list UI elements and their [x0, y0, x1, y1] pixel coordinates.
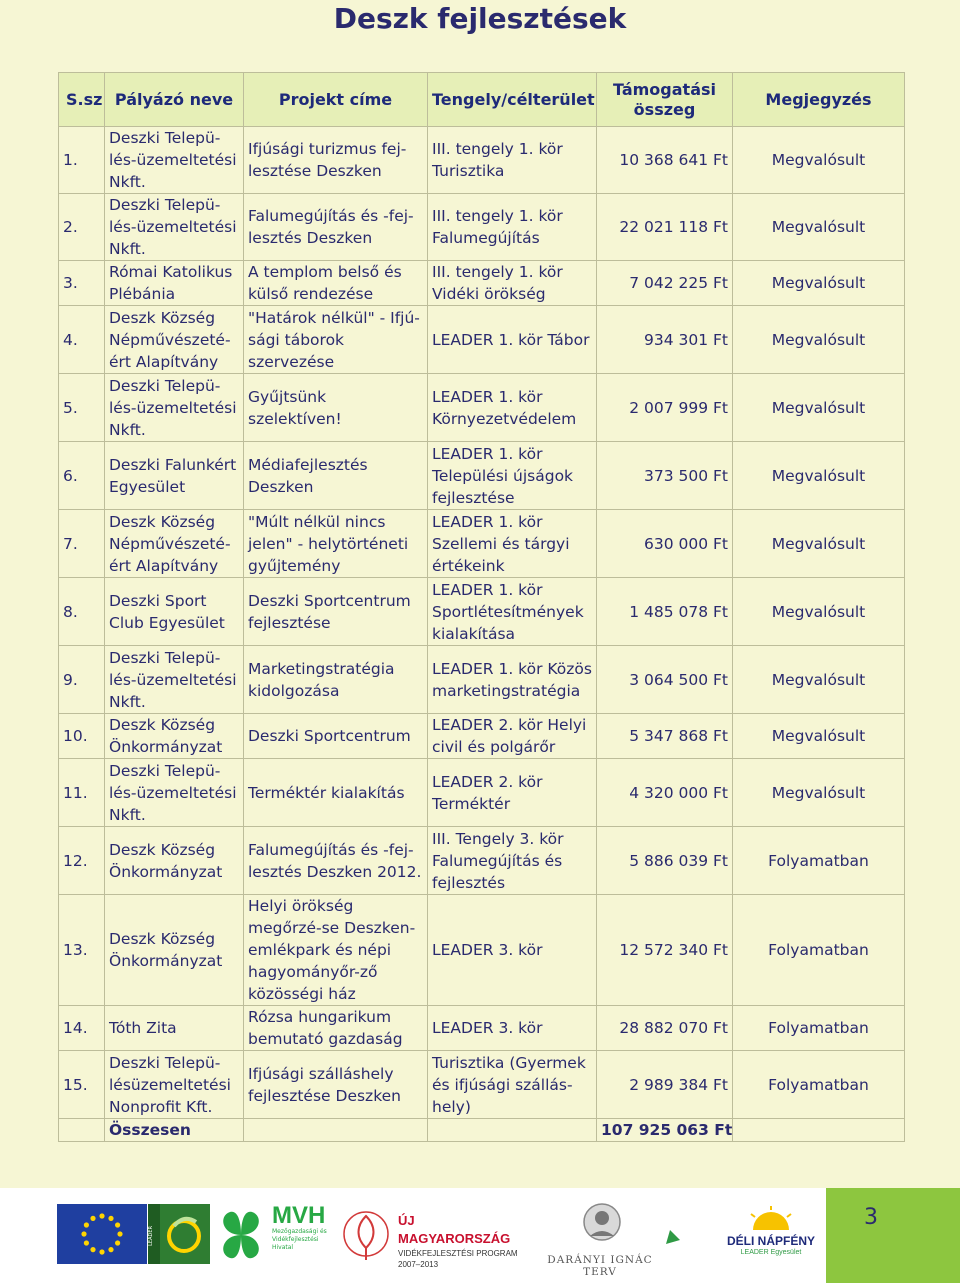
table-body: [59, 127, 905, 1119]
total-empty-note: [733, 1119, 905, 1142]
note-cell: Megvalósult: [733, 714, 905, 759]
project-cell: Ifjúsági turizmus fej-lesztése Deszken: [244, 127, 428, 194]
note-cell: Megvalósult: [733, 194, 905, 261]
deli-napfeny-logo: [716, 1206, 826, 1266]
header-ssz: S.sz: [59, 73, 105, 127]
projects-table: [58, 72, 905, 1142]
axis-cell: LEADER 1. kör Tábor: [428, 306, 597, 374]
project-cell: "Múlt nélkül nincs jelen" - helytörténeti gyűjtemény: [244, 510, 428, 578]
header-project: Projekt címe: [244, 73, 428, 127]
amount-cell: 2 007 999 Ft: [597, 374, 733, 442]
note-cell: Megvalósult: [733, 578, 905, 646]
note-cell: Megvalósult: [733, 306, 905, 374]
page-title: Deszk fejlesztések: [333, 2, 627, 35]
axis-cell: LEADER 1. kör Települési újságok fejlesztése: [428, 442, 597, 510]
applicant-cell: Deszki Falunkért Egyesület: [105, 442, 244, 510]
applicant-cell: Deszki Telepü-lés-üzemeltetési Nkft.: [105, 759, 244, 827]
project-cell: "Határok nélkül" - Ifjú-sági táborok szervezése: [244, 306, 428, 374]
page-number: 3: [864, 1205, 878, 1230]
row-number: 11.: [59, 759, 105, 827]
note-cell: Folyamatban: [733, 895, 905, 1006]
row-number: 5.: [59, 374, 105, 442]
note-cell: Megvalósult: [733, 442, 905, 510]
table-row: [59, 714, 905, 759]
clover-logo: [212, 1204, 270, 1266]
row-number: 2.: [59, 194, 105, 261]
amount-cell: 1 485 078 Ft: [597, 578, 733, 646]
header-axis: Tengely/célterület: [428, 73, 597, 127]
applicant-cell: Deszki Telepü-lés-üzemeltetési Nkft.: [105, 127, 244, 194]
amount-cell: 10 368 641 Ft: [597, 127, 733, 194]
row-number: 14.: [59, 1006, 105, 1051]
umvp-title: ÚJ MAGYARORSZÁG: [398, 1213, 511, 1246]
note-cell: Folyamatban: [733, 1006, 905, 1051]
axis-cell: LEADER 2. kör Helyi civil és polgárőr: [428, 714, 597, 759]
axis-cell: III. tengely 1. kör Vidéki örökség: [428, 261, 597, 306]
mvh-sub1: Mezőgazdasági és: [272, 1228, 327, 1235]
note-cell: Megvalósult: [733, 646, 905, 714]
applicant-cell: Tóth Zita: [105, 1006, 244, 1051]
amount-cell: 373 500 Ft: [597, 442, 733, 510]
table-row: [59, 127, 905, 194]
axis-cell: LEADER 2. kör Terméktér: [428, 759, 597, 827]
axis-cell: LEADER 3. kör: [428, 895, 597, 1006]
note-cell: Megvalósult: [733, 127, 905, 194]
umvp-sub: VIDÉKFEJLESZTÉSI PROGRAM: [398, 1249, 518, 1258]
project-cell: Falumegújítás és -fej-lesztés Deszken: [244, 194, 428, 261]
row-number: 13.: [59, 895, 105, 1006]
row-number: 6.: [59, 442, 105, 510]
daranyi-text: DARÁNYI IGNÁC TERV: [547, 1254, 653, 1278]
amount-cell: 12 572 340 Ft: [597, 895, 733, 1006]
total-empty-project: [244, 1119, 428, 1142]
project-cell: Deszki Sportcentrum fejlesztése: [244, 578, 428, 646]
applicant-cell: Deszki Telepü-lés-üzemeltetési Nkft.: [105, 374, 244, 442]
row-number: 1.: [59, 127, 105, 194]
table-row: [59, 895, 905, 1006]
note-cell: Folyamatban: [733, 1051, 905, 1119]
row-number: 7.: [59, 510, 105, 578]
table-row: [59, 646, 905, 714]
total-empty-axis: [428, 1119, 597, 1142]
axis-cell: LEADER 1. kör Szellemi és tárgyi értékeink: [428, 510, 597, 578]
note-cell: Megvalósult: [733, 510, 905, 578]
applicant-cell: Deszki Sport Club Egyesület: [105, 578, 244, 646]
amount-cell: 5 886 039 Ft: [597, 827, 733, 895]
axis-cell: Turisztika (Gyermek és ifjúsági szállás-hely): [428, 1051, 597, 1119]
leader-logo: [148, 1204, 210, 1264]
applicant-cell: Római Katolikus Plébánia: [105, 261, 244, 306]
row-number: 12.: [59, 827, 105, 895]
header-applicant: Pályázó neve: [105, 73, 244, 127]
project-cell: Gyűjtsünk szelektíven!: [244, 374, 428, 442]
amount-cell: 28 882 070 Ft: [597, 1006, 733, 1051]
amount-cell: 2 989 384 Ft: [597, 1051, 733, 1119]
project-cell: Falumegújítás és -fej-lesztés Deszken 2012.: [244, 827, 428, 895]
header-amount: Támogatási összeg: [597, 73, 733, 127]
amount-cell: 4 320 000 Ft: [597, 759, 733, 827]
row-number: 9.: [59, 646, 105, 714]
mvh-logo: [272, 1204, 334, 1266]
row-number: 10.: [59, 714, 105, 759]
amount-cell: 5 347 868 Ft: [597, 714, 733, 759]
footer-green-block: [826, 1188, 960, 1283]
daranyi-ignac-terv-logo: [530, 1200, 690, 1276]
header-note: Megjegyzés: [733, 73, 905, 127]
total-num-cell: [59, 1119, 105, 1142]
amount-cell: 7 042 225 Ft: [597, 261, 733, 306]
axis-cell: LEADER 3. kör: [428, 1006, 597, 1051]
table-row: [59, 1051, 905, 1119]
table-row: [59, 1006, 905, 1051]
uj-magyarorszag-logo: [398, 1206, 528, 1269]
table-row: [59, 578, 905, 646]
mvh-title: MVH: [272, 1202, 326, 1229]
applicant-cell: Deszk Község Önkormányzat: [105, 895, 244, 1006]
project-cell: Ifjúsági szálláshely fejlesztése Deszken: [244, 1051, 428, 1119]
note-cell: Megvalósult: [733, 374, 905, 442]
row-number: 8.: [59, 578, 105, 646]
applicant-cell: Deszki Telepü-lés-üzemeltetési Nkft.: [105, 646, 244, 714]
note-cell: Folyamatban: [733, 827, 905, 895]
amount-cell: 22 021 118 Ft: [597, 194, 733, 261]
table-row: [59, 510, 905, 578]
project-cell: Marketingstratégia kidolgozása: [244, 646, 428, 714]
project-cell: Rózsa hungarikum bemutató gazdaság: [244, 1006, 428, 1051]
deli-title: DÉLI NÁPFÉNY: [726, 1234, 815, 1248]
footer-logo-strip: [0, 1188, 960, 1283]
axis-cell: LEADER 1. kör Közös marketingstratégia: [428, 646, 597, 714]
table-row: [59, 827, 905, 895]
project-cell: Helyi örökség megőrzé-se Deszken- emlékpark és népi hagyományőr-ző közösségi ház: [244, 895, 428, 1006]
table-row: [59, 374, 905, 442]
axis-cell: III. tengely 1. kör Falumegújítás: [428, 194, 597, 261]
table-row: [59, 306, 905, 374]
project-cell: Terméktér kialakítás: [244, 759, 428, 827]
total-amount: 107 925 063 Ft: [597, 1119, 733, 1142]
axis-cell: LEADER 1. kör Környezetvédelem: [428, 374, 597, 442]
total-label: Összesen: [105, 1119, 244, 1142]
row-number: 4.: [59, 306, 105, 374]
flower-logo: [338, 1204, 394, 1266]
applicant-cell: Deszk Község Önkormányzat: [105, 714, 244, 759]
mvh-sub2: Vidékfejlesztési: [272, 1236, 319, 1243]
applicant-cell: Deszk Község Népművészeté-ért Alapítvány: [105, 306, 244, 374]
deli-sub: LEADER Egyesület: [740, 1249, 802, 1256]
eu-flag-logo: [57, 1204, 147, 1264]
amount-cell: 934 301 Ft: [597, 306, 733, 374]
total-row: [59, 1119, 905, 1142]
amount-cell: 3 064 500 Ft: [597, 646, 733, 714]
applicant-cell: Deszk Község Önkormányzat: [105, 827, 244, 895]
axis-cell: III. tengely 1. kör Turisztika: [428, 127, 597, 194]
project-cell: Deszki Sportcentrum: [244, 714, 428, 759]
table-row: [59, 442, 905, 510]
amount-cell: 630 000 Ft: [597, 510, 733, 578]
applicant-cell: Deszki Telepü-lésüzemeltetési Nonprofit Kft.: [105, 1051, 244, 1119]
project-cell: Médiafejlesztés Deszken: [244, 442, 428, 510]
note-cell: Megvalósult: [733, 759, 905, 827]
note-cell: Megvalósult: [733, 261, 905, 306]
row-number: 3.: [59, 261, 105, 306]
mvh-sub3: Hivatal: [272, 1244, 294, 1251]
project-cell: A templom belső és külső rendezése: [244, 261, 428, 306]
table-row: [59, 194, 905, 261]
row-number: 15.: [59, 1051, 105, 1119]
leader-logo-text: LEADER: [148, 1226, 154, 1246]
axis-cell: LEADER 1. kör Sportlétesítmények kialakítása: [428, 578, 597, 646]
table-row: [59, 759, 905, 827]
umvp-years: 2007–2013: [398, 1260, 439, 1269]
table-row: [59, 261, 905, 306]
table-header-row: [59, 73, 905, 127]
applicant-cell: Deszk Község Népművészeté-ért Alapítvány: [105, 510, 244, 578]
applicant-cell: Deszki Telepü-lés-üzemeltetési Nkft.: [105, 194, 244, 261]
axis-cell: III. Tengely 3. kör Falumegújítás és fejlesztés: [428, 827, 597, 895]
